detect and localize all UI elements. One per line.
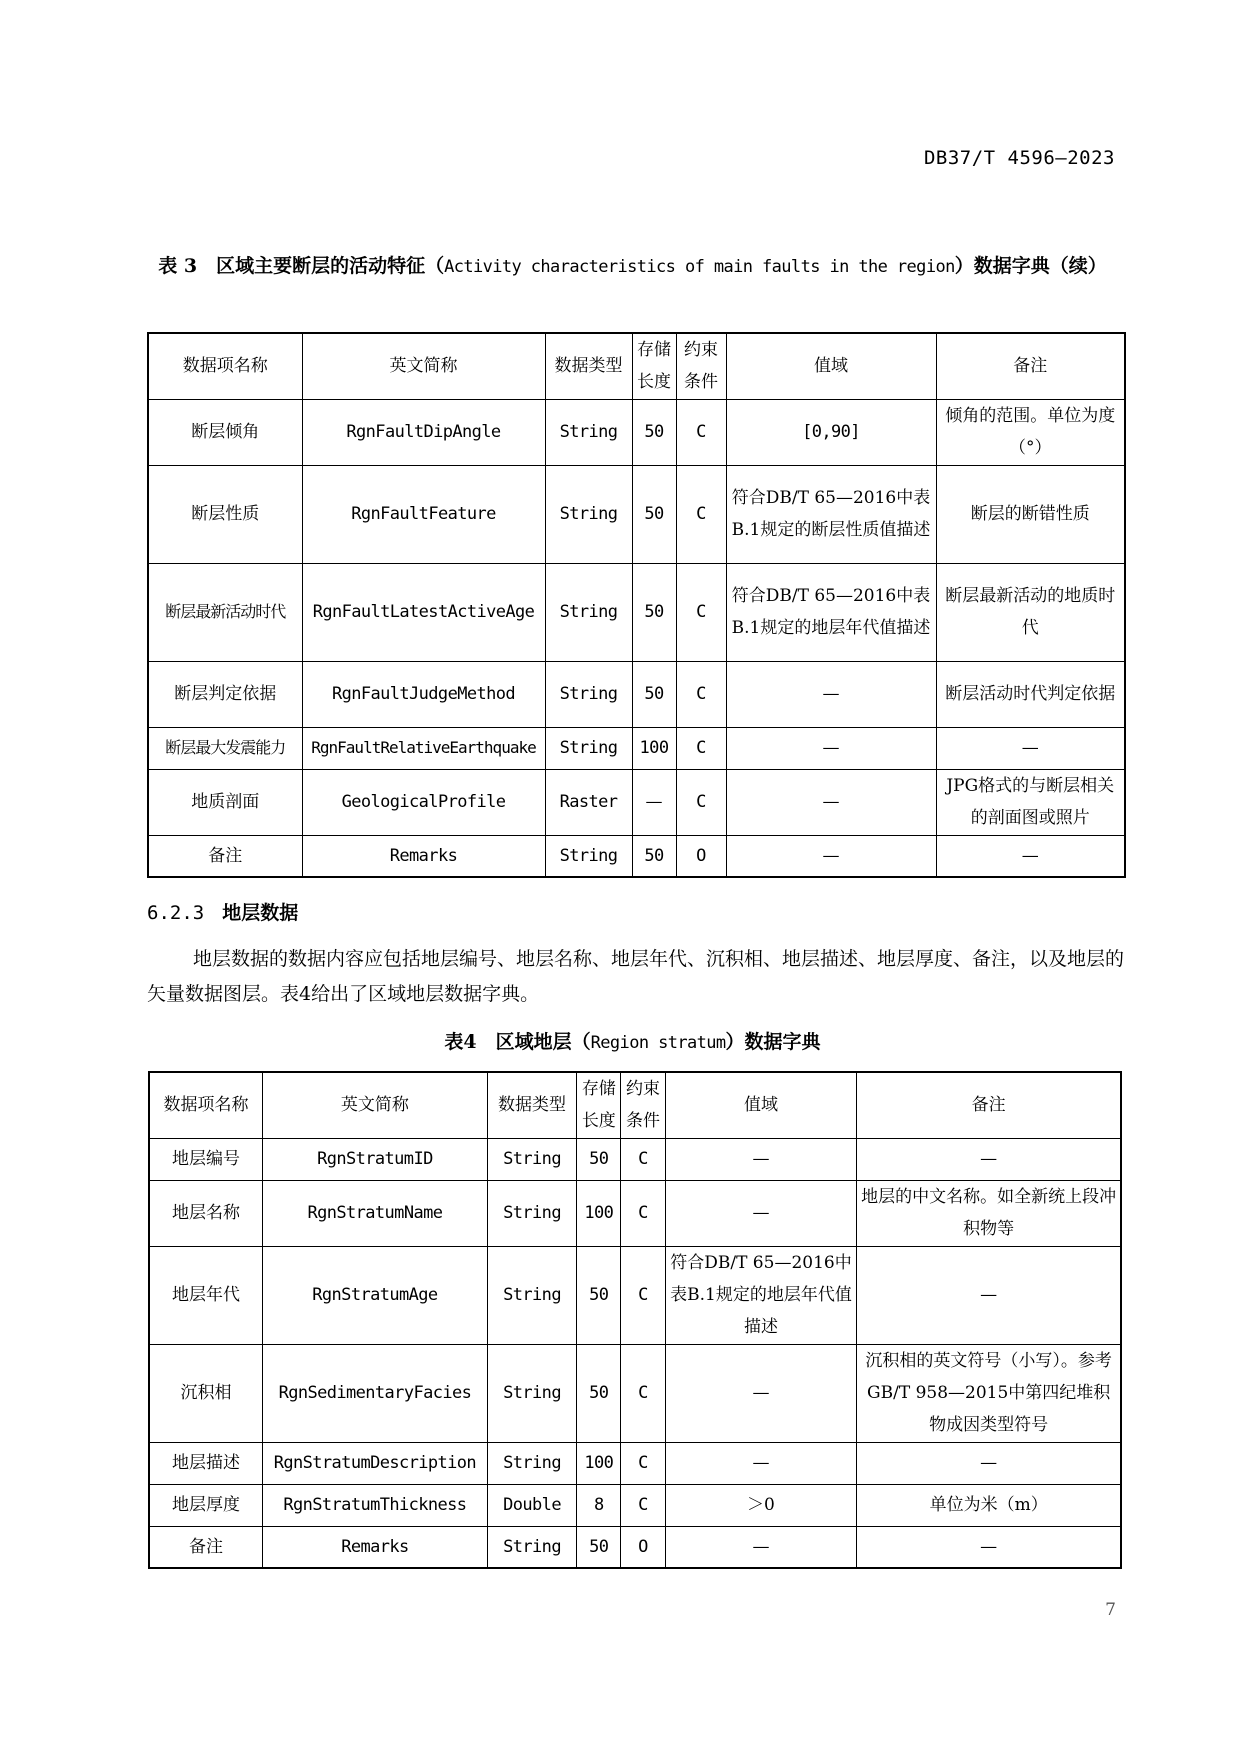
header-cell: 数据项名称 — [149, 1072, 262, 1138]
cell-name: 地质剖面 — [148, 769, 302, 835]
cell-english: RgnSedimentaryFacies — [262, 1344, 487, 1442]
document-code: DB37/T 4596—2023 — [923, 147, 1115, 169]
cell-english: RgnStratumName — [262, 1180, 487, 1246]
cell-english: Remarks — [262, 1526, 487, 1568]
cell-type: String — [545, 399, 632, 465]
cell-name: 地层厚度 — [149, 1484, 262, 1526]
cell-length: 100 — [577, 1180, 621, 1246]
cell-english: RgnFaultRelativeEarthquake — [302, 727, 545, 769]
table-row — [148, 769, 1125, 835]
header-cell: 存储长度 — [577, 1072, 621, 1138]
header-cell: 英文简称 — [262, 1072, 487, 1138]
cell-domain: — — [665, 1344, 857, 1442]
cell-length: 50 — [632, 465, 676, 563]
cell-type: String — [487, 1442, 576, 1484]
cell-remark: 地层的中文名称。如全新统上段冲积物等 — [857, 1180, 1121, 1246]
header-cell: 数据项名称 — [148, 333, 302, 399]
cell-length: 50 — [577, 1138, 621, 1180]
table-row — [148, 835, 1125, 877]
cell-domain: — — [726, 661, 936, 727]
cell-domain: — — [665, 1526, 857, 1568]
cell-constraint: C — [621, 1344, 665, 1442]
cell-english: RgnStratumThickness — [262, 1484, 487, 1526]
header-cell: 约束条件 — [621, 1072, 665, 1138]
cell-constraint: C — [676, 769, 726, 835]
section-title: 地层数据 — [222, 902, 299, 924]
cell-remark: — — [857, 1246, 1121, 1344]
cell-constraint: O — [621, 1526, 665, 1568]
header-cell: 约束条件 — [676, 333, 726, 399]
table-row — [149, 1246, 1121, 1344]
cell-remark: 倾角的范围。单位为度（°） — [936, 399, 1125, 465]
cell-length: 50 — [632, 399, 676, 465]
cell-english: RgnFaultLatestActiveAge — [302, 563, 545, 661]
cell-english: RgnStratumAge — [262, 1246, 487, 1344]
cell-domain: — — [665, 1138, 857, 1180]
cell-type: String — [545, 835, 632, 877]
table-row — [149, 1484, 1121, 1526]
cell-type: String — [487, 1526, 576, 1568]
table4-caption-suffix: ）数据字典 — [725, 1031, 821, 1053]
header-cell: 值域 — [726, 333, 936, 399]
cell-name: 地层编号 — [149, 1138, 262, 1180]
table3-caption-prefix: 表 3 区域主要断层的活动特征（ — [158, 255, 445, 277]
cell-constraint: C — [621, 1138, 665, 1180]
cell-length: 50 — [577, 1526, 621, 1568]
cell-domain: ＞0 — [665, 1484, 857, 1526]
cell-length: 8 — [577, 1484, 621, 1526]
cell-type: String — [487, 1344, 576, 1442]
cell-length: 50 — [632, 835, 676, 877]
table3-caption-suffix: ）数据字典（续） — [954, 255, 1107, 277]
table-row — [148, 399, 1125, 465]
cell-remark: 断层活动时代判定依据 — [936, 661, 1125, 727]
cell-constraint: C — [676, 727, 726, 769]
cell-type: String — [545, 727, 632, 769]
cell-length: 100 — [632, 727, 676, 769]
cell-type: String — [487, 1180, 576, 1246]
cell-domain: — — [726, 835, 936, 877]
cell-constraint: O — [676, 835, 726, 877]
cell-length: 50 — [577, 1344, 621, 1442]
section-number: 6.2.3 — [147, 902, 205, 924]
header-cell: 备注 — [857, 1072, 1121, 1138]
table-row — [149, 1180, 1121, 1246]
header-cell: 数据类型 — [545, 333, 632, 399]
header-cell: 备注 — [936, 333, 1125, 399]
table-row — [148, 465, 1125, 563]
table-header-row — [148, 333, 1125, 399]
cell-english: RgnFaultDipAngle — [302, 399, 545, 465]
cell-constraint: C — [676, 399, 726, 465]
header-cell: 数据类型 — [487, 1072, 576, 1138]
table4-caption-english: Region stratum — [590, 1033, 726, 1053]
cell-english: RgnStratumDescription — [262, 1442, 487, 1484]
cell-length: 50 — [632, 661, 676, 727]
cell-english: GeologicalProfile — [302, 769, 545, 835]
cell-type: String — [487, 1246, 576, 1344]
table4-caption — [140, 1026, 1125, 1059]
cell-name: 备注 — [149, 1526, 262, 1568]
cell-constraint: C — [621, 1484, 665, 1526]
cell-domain: — — [665, 1442, 857, 1484]
cell-name: 断层最新活动时代 — [148, 563, 302, 661]
cell-length: 100 — [577, 1442, 621, 1484]
cell-remark: — — [936, 727, 1125, 769]
cell-domain: 符合DB/T 65—2016中表B.1规定的地层年代值描述 — [726, 563, 936, 661]
cell-remark: 单位为米（m） — [857, 1484, 1121, 1526]
cell-length: — — [632, 769, 676, 835]
table4-region-stratum — [148, 1071, 1122, 1569]
cell-name: 断层倾角 — [148, 399, 302, 465]
cell-domain: 符合DB/T 65—2016中表B.1规定的断层性质值描述 — [726, 465, 936, 563]
cell-english: RgnStratumID — [262, 1138, 487, 1180]
cell-name: 沉积相 — [149, 1344, 262, 1442]
section-paragraph: 地层数据的数据内容应包括地层编号、地层名称、地层年代、沉积相、地层描述、地层厚度、备注，以及地层的矢量数据图层。表4给出了区域地层数据字典。 — [147, 948, 1125, 1005]
cell-constraint: C — [676, 563, 726, 661]
cell-domain: — — [726, 727, 936, 769]
cell-remark: — — [857, 1526, 1121, 1568]
table-header-row — [149, 1072, 1121, 1138]
table4-caption-prefix: 表4 区域地层（ — [444, 1031, 591, 1053]
cell-constraint: C — [621, 1180, 665, 1246]
cell-name: 地层名称 — [149, 1180, 262, 1246]
table-row — [148, 661, 1125, 727]
header-cell: 存储长度 — [632, 333, 676, 399]
cell-name: 地层描述 — [149, 1442, 262, 1484]
cell-domain: 符合DB/T 65—2016中表B.1规定的地层年代值描述 — [665, 1246, 857, 1344]
cell-type: String — [545, 661, 632, 727]
table3-fault-activity — [147, 332, 1126, 878]
cell-name: 备注 — [148, 835, 302, 877]
cell-remark: — — [857, 1138, 1121, 1180]
cell-name: 断层最大发震能力 — [148, 727, 302, 769]
cell-length: 50 — [577, 1246, 621, 1344]
cell-type: String — [545, 465, 632, 563]
cell-constraint: C — [621, 1246, 665, 1344]
cell-domain: — — [726, 769, 936, 835]
table3-caption — [140, 250, 1125, 283]
cell-english: RgnFaultJudgeMethod — [302, 661, 545, 727]
table3-caption-english: Activity characteristics of main faults in the region — [444, 257, 955, 277]
page-number: 7 — [1105, 1600, 1116, 1620]
cell-remark: — — [857, 1442, 1121, 1484]
table-row — [148, 727, 1125, 769]
table-row — [149, 1442, 1121, 1484]
section-heading — [147, 898, 298, 925]
cell-constraint: C — [676, 661, 726, 727]
header-cell: 英文简称 — [302, 333, 545, 399]
cell-type: String — [487, 1138, 576, 1180]
cell-english: Remarks — [302, 835, 545, 877]
cell-remark: 断层的断错性质 — [936, 465, 1125, 563]
cell-name: 地层年代 — [149, 1246, 262, 1344]
table-row — [149, 1138, 1121, 1180]
cell-type: Double — [487, 1484, 576, 1526]
cell-length: 50 — [632, 563, 676, 661]
cell-constraint: C — [676, 465, 726, 563]
cell-remark: — — [936, 835, 1125, 877]
cell-type: Raster — [545, 769, 632, 835]
cell-name: 断层判定依据 — [148, 661, 302, 727]
cell-domain: — — [665, 1180, 857, 1246]
table-row — [148, 563, 1125, 661]
table-row — [149, 1344, 1121, 1442]
cell-remark: 断层最新活动的地质时代 — [936, 563, 1125, 661]
cell-remark: 沉积相的英文符号（小写）。参考GB/T 958—2015中第四纪堆积物成因类型符号 — [857, 1344, 1121, 1442]
cell-domain: [0,90] — [726, 399, 936, 465]
cell-name: 断层性质 — [148, 465, 302, 563]
header-cell: 值域 — [665, 1072, 857, 1138]
table-row — [149, 1526, 1121, 1568]
cell-type: String — [545, 563, 632, 661]
cell-english: RgnFaultFeature — [302, 465, 545, 563]
cell-constraint: C — [621, 1442, 665, 1484]
cell-remark: JPG格式的与断层相关的剖面图或照片 — [936, 769, 1125, 835]
